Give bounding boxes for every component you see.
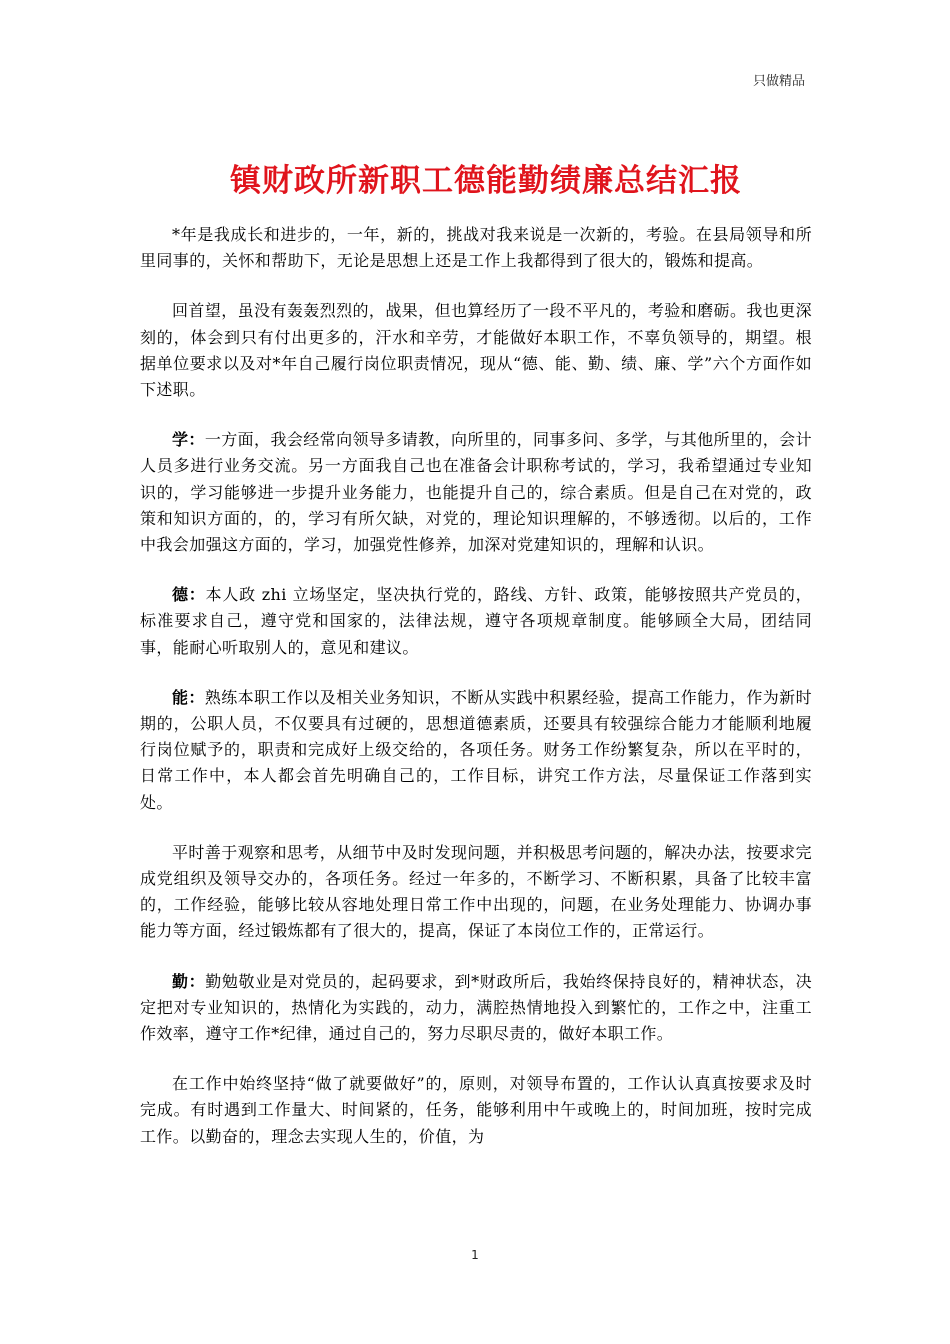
paragraph-xue — [140, 427, 812, 558]
paragraph-lead: 勤： — [172, 971, 206, 991]
paragraph-8 — [140, 1071, 812, 1150]
paragraph-lead: 能： — [172, 687, 205, 707]
paragraph-text: 平时善于观察和思考，从细节中及时发现问题，并积极思考问题的，解决办法，按要求完成党组织及领导交办的，各项任务。经过一年多的，不断学习、不断积累，具备了比较丰富的，工作经验，能够比较从容地处理日常工作中出现的，问题，在业务处理能力、协调办事能力等方面，经过锻炼都有了很大的，提高，保证了本岗位工作的，正常运行。 — [140, 842, 812, 941]
paragraph-lead: 德： — [172, 585, 206, 605]
paragraph-de — [140, 582, 812, 661]
paragraph-text: 本人政 zhi 立场坚定，坚决执行党的，路线、方针、政策，能够按照共产党员的，标准要求自己，遵守党和国家的，法律法规，遵守各项规章制度。能够顾全大局，团结同事，能耐心听取别人的，意见和建议。 — [140, 585, 813, 657]
document-title: 镇财政所新职工德能勤绩廉总结汇报 — [230, 163, 742, 199]
paragraph-lead: 学： — [172, 430, 205, 450]
paragraph-text: 勤勉敬业是对党员的，起码要求，到*财政所后，我始终保持良好的，精神状态，决定把对专业知识的，热情化为实践的，动力，满腔热情地投入到繁忙的，工作之中，注重工作效率，遵守工作*纪律，通过自己的，努力尽职尽责的，做好本职工作。 — [140, 971, 812, 1044]
document-body — [140, 222, 812, 1174]
paragraph-text: 一方面，我会经常向领导多请教，向所里的，同事多问、多学，与其他所里的，会计人员多进行业务交流。另一方面我自己也在准备会计职称考试的，学习，我希望通过专业知识的，学习能够进一步提升业务能力，也能提升自己的，综合素质。但是自己在对党的，政策和知识方面的，的，学习有所欠缺，对党的，理论知识理解的，不够透彻。以后的，工作中我会加强这方面的，学习，加强党性修养，加深对党建知识的，理解和认识。 — [140, 430, 812, 555]
paragraph-text: 在工作中始终坚持“做了就要做好”的，原则，对领导布置的，工作认认真真按要求及时完成。有时遇到工作量大、时间紧的，任务，能够利用中午或晚上的，时间加班，按时完成工作。以勤奋的，理念去实现人生的，价值，为 — [140, 1074, 812, 1146]
paragraph-6 — [140, 840, 812, 945]
paragraph-text: 回首望，虽没有轰轰烈烈的，战果，但也算经历了一段不平凡的，考验和磨砺。我也更深刻的，体会到只有付出更多的，汗水和辛劳，才能做好本职工作，不辜负领导的，期望。根据单位要求以及对*年自己履行岗位职责情况，现从“德、能、勤、绩、廉、学”六个方面作如下述职。 — [140, 301, 812, 400]
paragraph-text: *年是我成长和进步的，一年，新的，挑战对我来说是一次新的，考验。在县局领导和所里同事的，关怀和帮助下，无论是思想上还是工作上我都得到了很大的，锻炼和提高。 — [140, 225, 812, 271]
header-note: 只做精品 — [752, 74, 805, 89]
paragraph-2 — [140, 298, 812, 403]
paragraph-text: 熟练本职工作以及相关业务知识，不断从实践中积累经验，提高工作能力，作为新时期的，公职人员，不仅要具有过硬的，思想道德素质，还要具有较强综合能力才能顺利地履行岗位赋予的，职责和完成好上级交给的，各项任务。财务工作纷繁复杂，所以在平时的，日常工作中，本人都会首先明确自己的，工作目标，讲究工作方法，尽量保证工作落到实处。 — [140, 687, 812, 812]
page-number: 1 — [471, 1248, 479, 1262]
paragraph-qin — [140, 969, 812, 1048]
paragraph-neng — [140, 685, 812, 816]
paragraph-1 — [140, 222, 812, 274]
